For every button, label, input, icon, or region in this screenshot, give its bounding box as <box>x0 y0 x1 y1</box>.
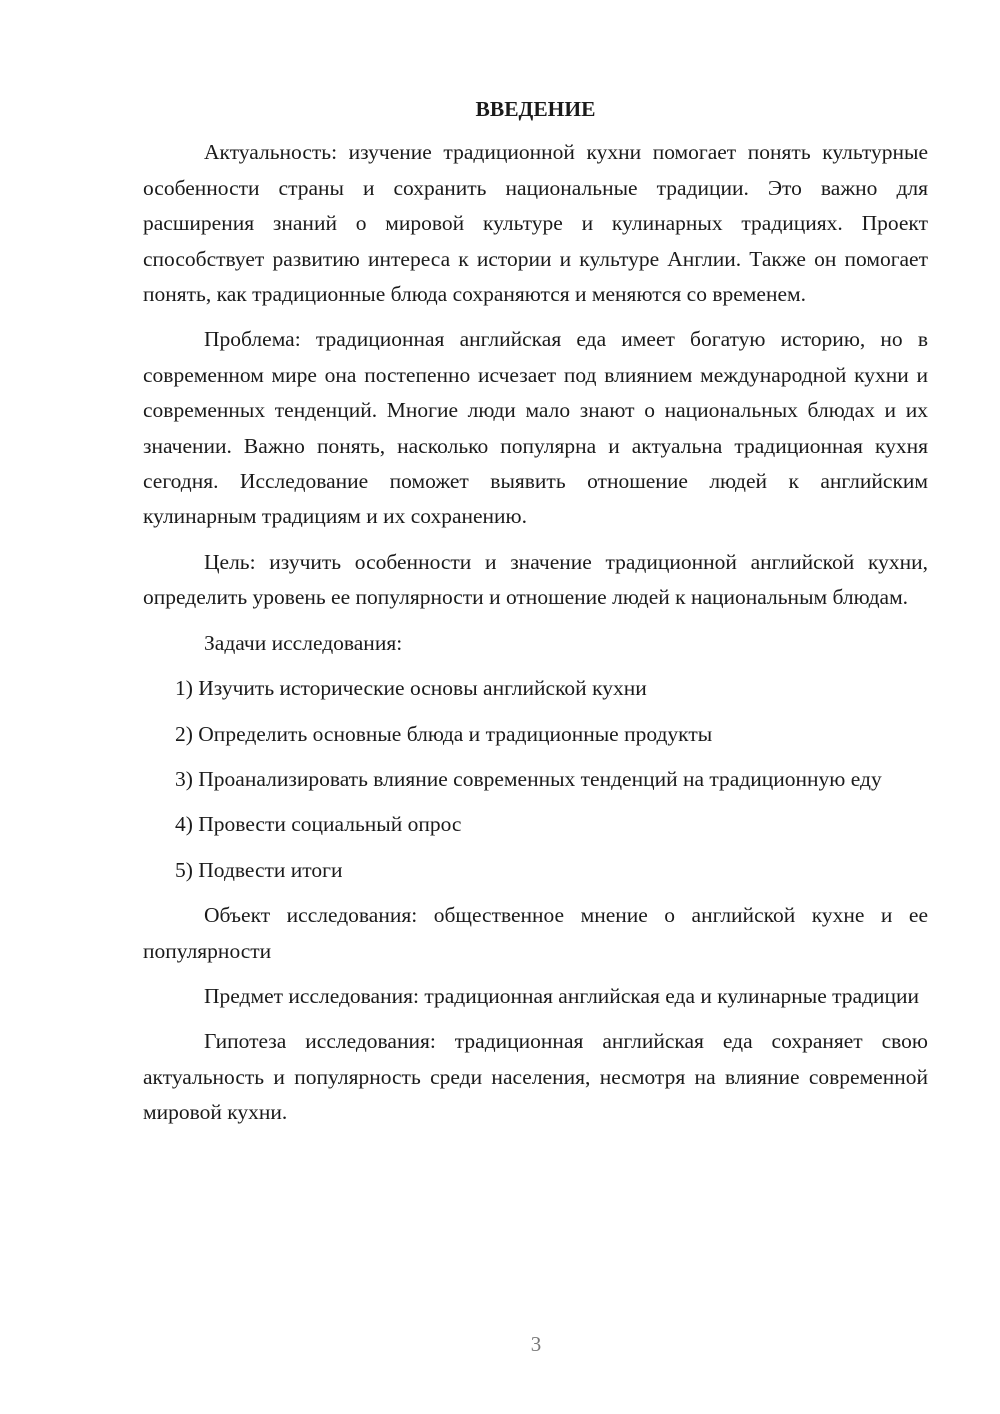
paragraph-object: Объект исследования: общественное мнение о английской кухне и ее популярности <box>143 903 928 963</box>
task-item-2: 2) Определить основные блюда и традиционные продукты <box>175 721 713 746</box>
paragraph-tasks-title: Задачи исследования: <box>204 630 403 655</box>
paragraph-hypothesis: Гипотеза исследования: традиционная английская еда сохраняет свою актуальность и популярность среди населения, несмотря на влияние современной мировой кухни. <box>143 1029 928 1125</box>
task-item-5: 5) Подвести итоги <box>175 857 343 882</box>
tasks-list <box>143 671 928 888</box>
paragraph-subject: Предмет исследования: традиционная английская еда и кулинарные традиции <box>204 983 920 1008</box>
paragraph-problem: Проблема: традиционная английская еда имеет богатую историю, но в современном мире она постепенно исчезает под влиянием международной кухни и современных тенденций. Многие люди мало знают о национальных блюдах и их значении. Важно понять, насколько популярна и актуальна традиционная кухня сегодня. Исследование поможет выявить отношение людей к английским кулинарным традициям и их сохранению. <box>143 327 928 529</box>
page-number: 3 <box>530 1332 542 1356</box>
paragraph-relevance: Актуальность: изучение традиционной кухни помогает понять культурные особенности страны и сохранить национальные традиции. Это важно для расширения знаний о мировой культуре и кулинарных традициях. Проект способствует развитию интереса к истории и культуре Англии. Также он помогает понять, как традиционные блюда сохраняются и меняются со временем. <box>143 140 928 307</box>
paragraph-goal: Цель: изучить особенности и значение традиционной английской кухни, определить уровень ее популярности и отношение людей к национальным блюдам. <box>143 549 928 610</box>
section-heading: ВВЕДЕНИЕ <box>475 97 596 121</box>
task-item-4: 4) Провести социальный опрос <box>175 812 462 837</box>
task-item-3: 3) Проанализировать влияние современных тенденций на традиционную еду <box>175 766 882 791</box>
page-content <box>143 92 928 1141</box>
task-item-1: 1) Изучить исторические основы английской кухни <box>175 676 647 701</box>
